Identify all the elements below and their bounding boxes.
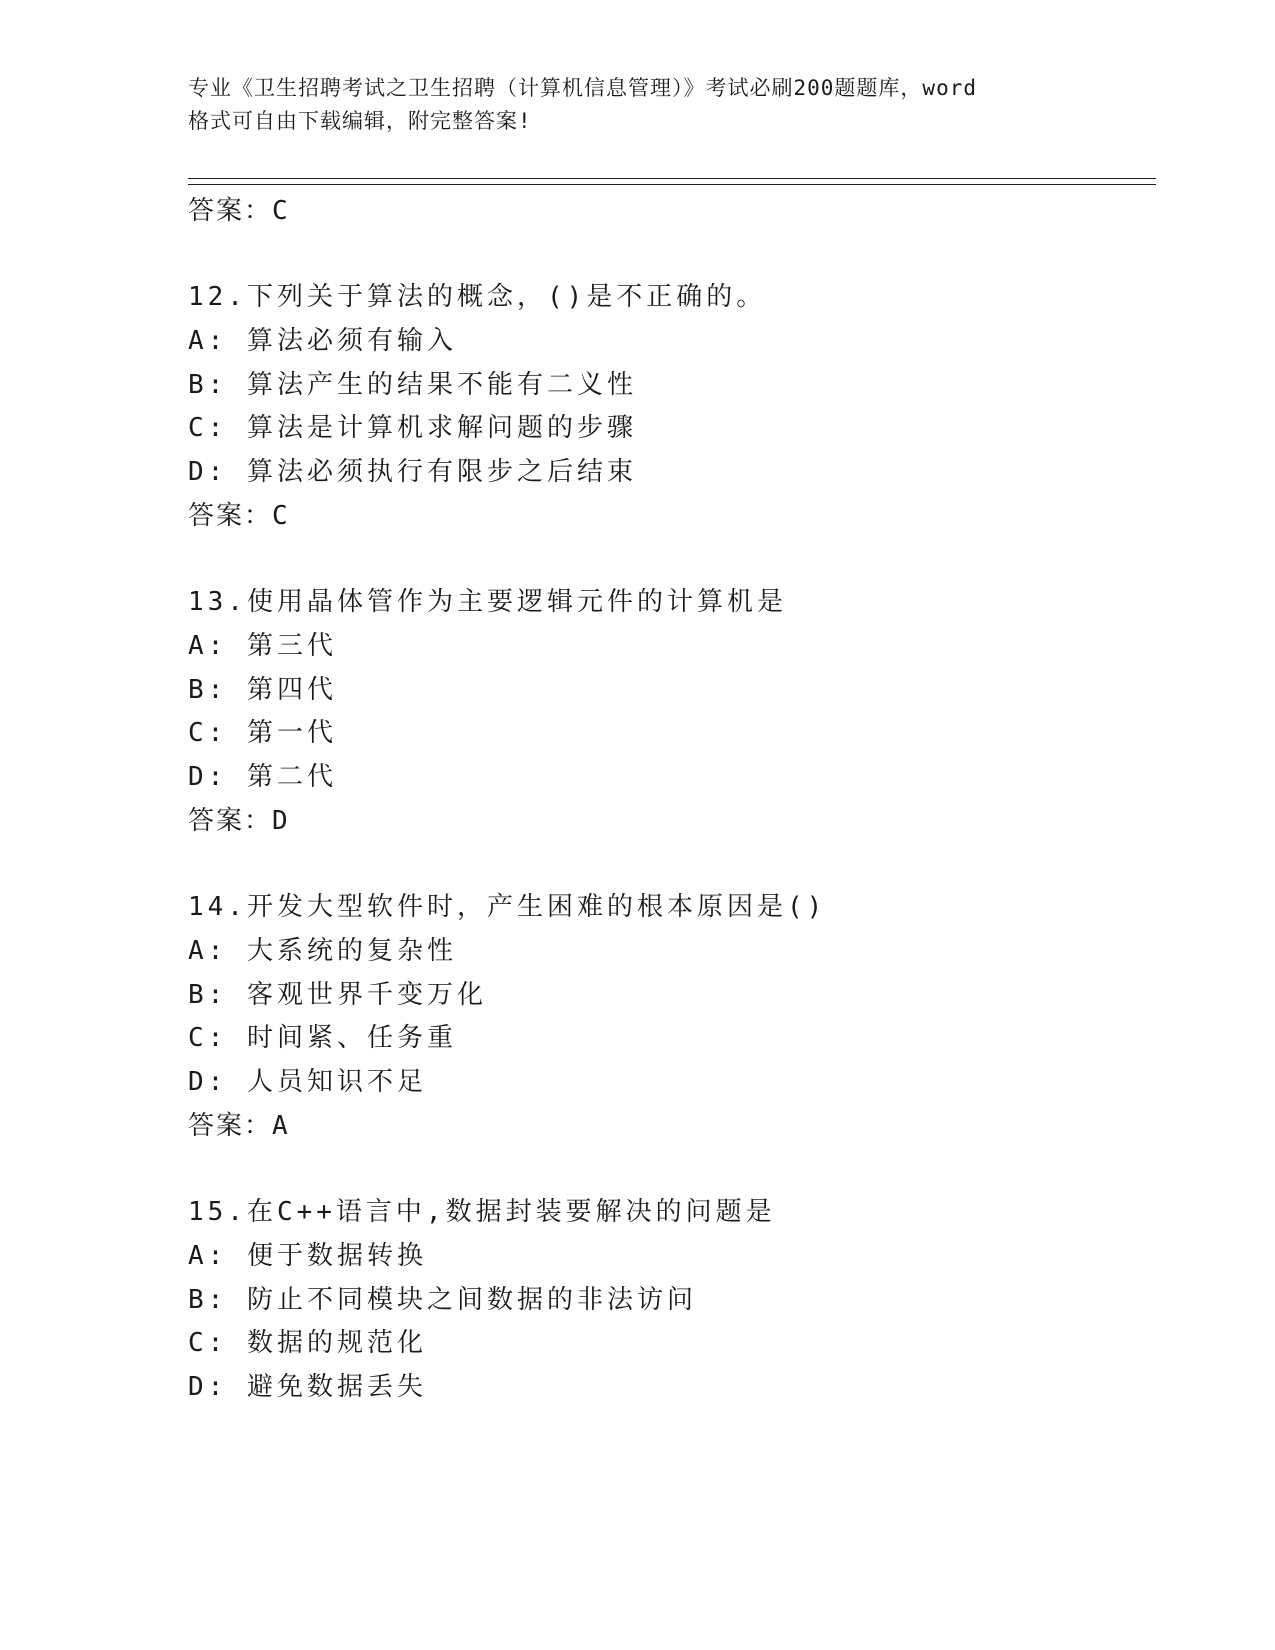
question-14-option-a: A: 大系统的复杂性 — [188, 936, 457, 966]
question-15-option-d: D: 避免数据丢失 — [188, 1372, 427, 1402]
header-rule-top — [188, 178, 1156, 179]
question-15-option-b: B: 防止不同模块之间数据的非法访问 — [188, 1285, 697, 1315]
question-12-title: 12.下列关于算法的概念，()是不正确的。 — [188, 282, 767, 312]
answer-q11: 答案：C — [188, 196, 290, 226]
answer-q14: 答案：A — [188, 1111, 290, 1141]
question-15-option-c: C: 数据的规范化 — [188, 1328, 427, 1358]
question-14-title: 14.开发大型软件时，产生困难的根本原因是() — [188, 892, 827, 922]
question-13-title: 13.使用晶体管作为主要逻辑元件的计算机是 — [188, 587, 787, 617]
header-rule-bottom — [188, 184, 1156, 185]
question-12-option-d: D: 算法必须执行有限步之后结束 — [188, 457, 637, 487]
question-12-option-a: A: 算法必须有输入 — [188, 326, 457, 356]
question-13-option-c: C: 第一代 — [188, 718, 337, 748]
answer-q12: 答案：C — [188, 501, 290, 531]
question-13-option-b: B: 第四代 — [188, 675, 337, 705]
question-14-option-c: C: 时间紧、任务重 — [188, 1023, 457, 1053]
question-13-option-a: A: 第三代 — [188, 631, 337, 661]
question-15-title: 15.在C++语言中,数据封装要解决的问题是 — [188, 1197, 776, 1227]
question-12-option-c: C: 算法是计算机求解问题的步骤 — [188, 413, 637, 443]
question-13-option-d: D: 第二代 — [188, 762, 337, 792]
question-15-option-a: A: 便于数据转换 — [188, 1241, 427, 1271]
question-14-option-b: B: 客观世界千变万化 — [188, 980, 487, 1010]
header-line-1: 专业《卫生招聘考试之卫生招聘（计算机信息管理）》考试必刷200题题库，word — [188, 76, 977, 100]
question-14-option-d: D: 人员知识不足 — [188, 1067, 427, 1097]
document-header — [188, 72, 1088, 138]
question-12-option-b: B: 算法产生的结果不能有二义性 — [188, 370, 637, 400]
header-line-2: 格式可自由下载编辑，附完整答案! — [188, 109, 532, 133]
answer-q13: 答案：D — [188, 806, 290, 836]
